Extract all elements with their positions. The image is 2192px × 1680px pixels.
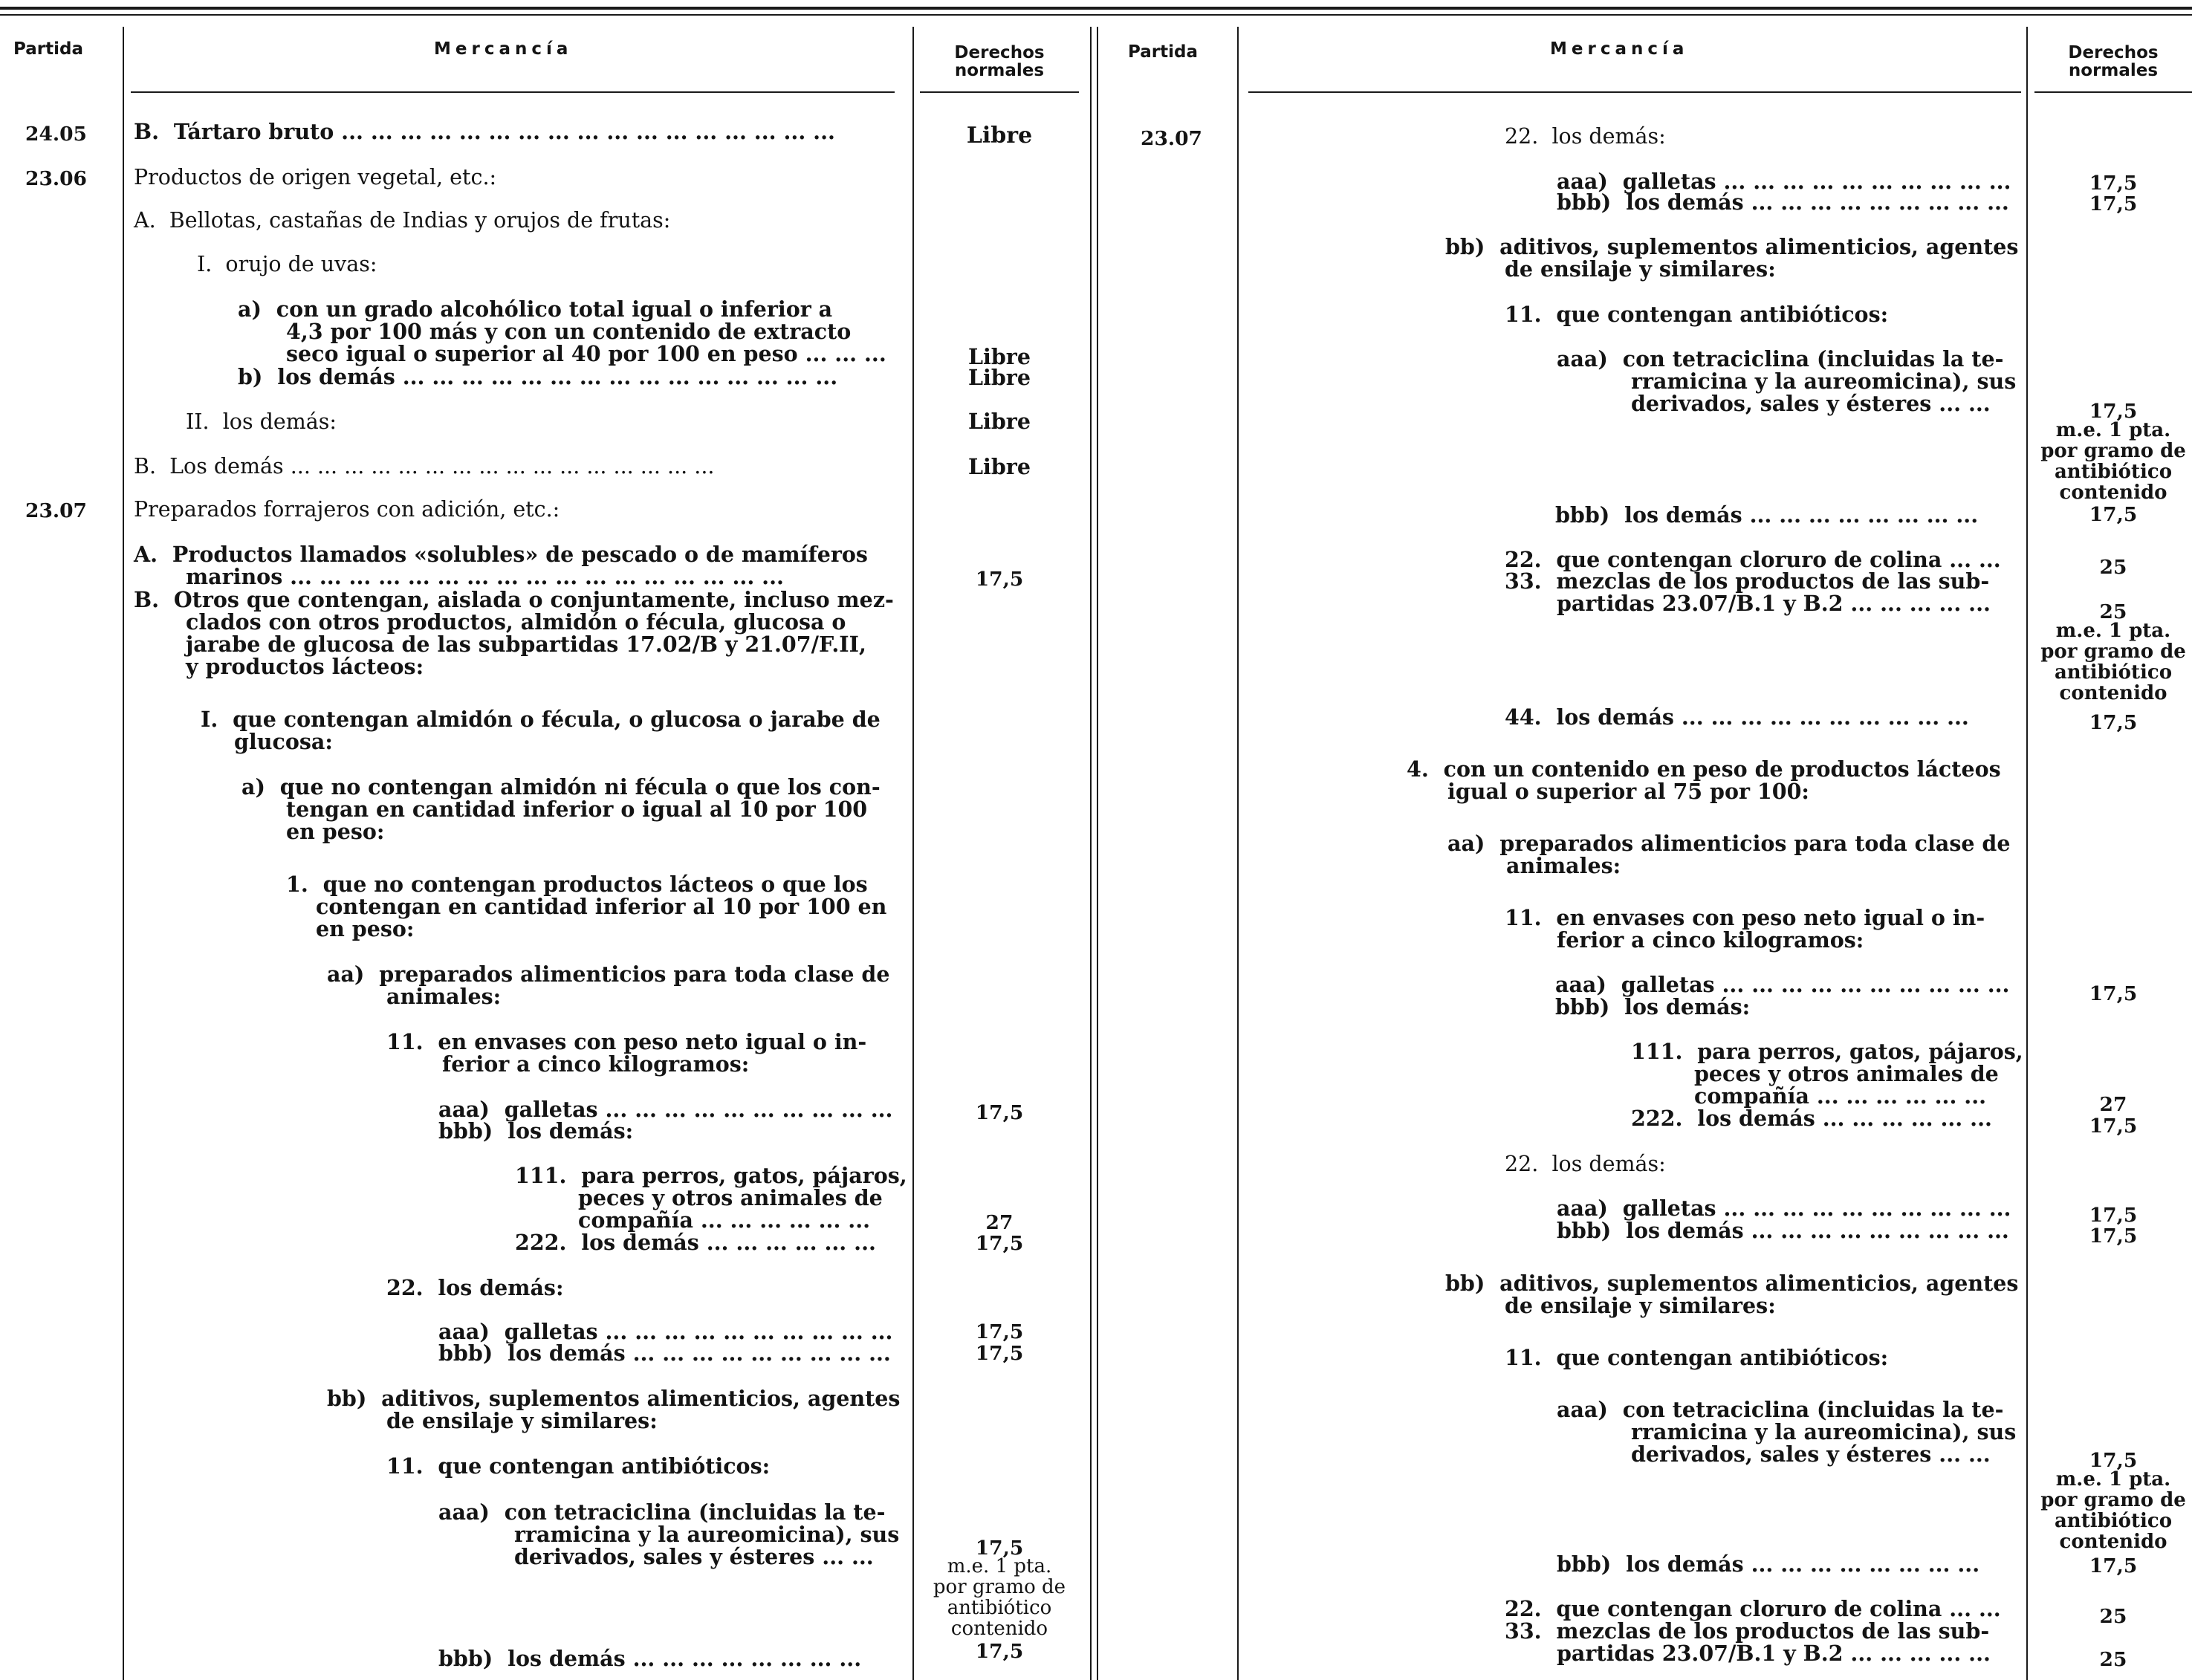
- left-mercancia-underline: [131, 91, 895, 93]
- duty-value: Libre: [968, 454, 1031, 479]
- partida-number: 23.07: [1141, 127, 1202, 150]
- partida-number: 23.06: [25, 167, 87, 190]
- item-line: 11. que contengan antibióticos:: [386, 1453, 771, 1479]
- duty-value: 17,5: [975, 1640, 1024, 1663]
- item-line: y productos lácteos:: [186, 654, 424, 679]
- header-partida-left: Partida: [13, 39, 83, 59]
- duty-value: Libre: [968, 409, 1031, 434]
- item-line: peces y otros animales de: [578, 1185, 883, 1210]
- duty-value: Libre: [968, 344, 1031, 369]
- item-line: 1. que no contengan productos lácteos o que los: [286, 872, 868, 897]
- item-line: aa) preparados alimenticios para toda clase de: [327, 961, 890, 987]
- item-line: aaa) galletas ... ... ... ... ... ... ... ... ... ...: [1557, 1196, 2011, 1221]
- item-line: bbb) los demás ... ... ... ... ... ... ... ...: [438, 1646, 862, 1671]
- item-line: 22. que contengan cloruro de colina ... ...: [1505, 1596, 2001, 1621]
- right-duties-underline: [2034, 91, 2192, 93]
- header-derechos-left: Derechos: [954, 43, 1045, 62]
- item-line: marinos ... ... ... ... ... ... ... ... ... ... ... ... ... ... ... ... ...: [186, 564, 784, 589]
- item-line: 11. que contengan antibióticos:: [1505, 1345, 1889, 1370]
- duty-value: contenido: [2059, 481, 2167, 504]
- duty-value: m.e. 1 pta.: [947, 1555, 1052, 1577]
- duty-value: contenido: [2059, 1531, 2167, 1553]
- item-line: 4. con un contenido en peso de productos lácteos: [1407, 756, 2001, 782]
- duty-value: 17,5: [975, 1232, 1024, 1255]
- item-line: de ensilaje y similares:: [386, 1408, 658, 1433]
- item-line: bb) aditivos, suplementos alimenticios, agentes: [1445, 1271, 2019, 1296]
- item-line: A. Productos llamados «solubles» de pescado o de mamíferos: [134, 542, 868, 567]
- item-line: tengan en cantidad inferior o igual al 10 por 100: [286, 797, 868, 822]
- duty-value: 17,5: [2089, 192, 2138, 215]
- duty-value: 27: [985, 1211, 1014, 1234]
- item-line: aaa) galletas ... ... ... ... ... ... ... ... ... ...: [1557, 169, 2011, 194]
- item-line: B. Otros que contengan, aislada o conjuntamente, incluso mez-: [134, 587, 894, 612]
- item-line: 33. mezclas de los productos de las sub-: [1505, 1618, 1990, 1644]
- duty-value: 17,5: [2089, 1115, 2138, 1138]
- item-line: aaa) con tetraciclina (incluidas la te-: [438, 1499, 886, 1525]
- header-mercancia-right: Mercancía: [1550, 39, 1689, 59]
- item-line: a) que no contengan almidón ni fécula o que los con-: [241, 774, 881, 800]
- top-rule-thick: [0, 7, 2192, 10]
- duty-value: 17,5: [2089, 711, 2138, 734]
- item-line: 22. que contengan cloruro de colina ... ...: [1505, 547, 2001, 572]
- item-line: compañía ... ... ... ... ... ...: [578, 1207, 871, 1233]
- item-line: 111. para perros, gatos, pájaros,: [515, 1163, 907, 1188]
- right-mercancia-underline: [1248, 91, 2021, 93]
- duty-value: por gramo de: [2040, 640, 2186, 663]
- item-line: glucosa:: [234, 729, 333, 754]
- partida-number: 23.07: [25, 499, 87, 522]
- item-line: de ensilaje y similares:: [1505, 1293, 1776, 1318]
- duty-value: 25: [2099, 1605, 2127, 1628]
- duty-value: 17,5: [975, 1101, 1024, 1124]
- item-line: 22. los demás:: [1505, 1152, 1666, 1176]
- header-normales-right: normales: [2068, 61, 2159, 80]
- duty-value: 17,5: [2089, 400, 2138, 423]
- duty-value: 17,5: [2089, 982, 2138, 1005]
- item-line: bbb) los demás:: [1555, 994, 1751, 1019]
- item-line: bb) aditivos, suplementos alimenticios, agentes: [1445, 234, 2019, 259]
- center-divider-a: [1090, 27, 1092, 1680]
- duty-value: antibiótico: [2054, 461, 2173, 483]
- item-line: 22. los demás:: [1505, 124, 1666, 149]
- item-line: aaa) galletas ... ... ... ... ... ... ... ... ... ...: [438, 1319, 893, 1344]
- item-line: 111. para perros, gatos, pájaros,: [1631, 1039, 2023, 1064]
- item-line: bbb) los demás:: [438, 1118, 634, 1144]
- item-line: Productos de origen vegetal, etc.:: [134, 165, 497, 189]
- duty-value: 17,5: [2089, 1204, 2138, 1227]
- duty-value: 17,5: [975, 568, 1024, 591]
- item-line: bbb) los demás ... ... ... ... ... ... ... ... ...: [1557, 1218, 2009, 1243]
- item-line: rramicina y la aureomicina), sus: [1631, 1419, 2017, 1444]
- duty-value: m.e. 1 pta.: [2055, 620, 2171, 642]
- duty-value: contenido: [2059, 682, 2167, 704]
- item-line: peces y otros animales de: [1694, 1061, 1999, 1086]
- item-line: clados con otros productos, almidón o fécula, glucosa o: [186, 609, 846, 635]
- item-line: animales:: [1506, 853, 1621, 878]
- duty-value: contenido: [950, 1618, 1048, 1640]
- duty-value: antibiótico: [947, 1597, 1052, 1619]
- item-line: rramicina y la aureomicina), sus: [514, 1522, 900, 1547]
- duty-value: Libre: [966, 123, 1033, 149]
- duty-value: por gramo de: [2040, 1489, 2186, 1511]
- item-line: bbb) los demás ... ... ... ... ... ... ... ... ...: [438, 1340, 891, 1366]
- duty-value: 17,5: [2089, 172, 2138, 195]
- item-line: aaa) con tetraciclina (incluidas la te-: [1557, 346, 2004, 372]
- duty-value: 17,5: [975, 1320, 1024, 1343]
- item-line: 11. en envases con peso neto igual o in-: [386, 1029, 867, 1054]
- item-line: en peso:: [286, 819, 385, 844]
- duty-value: 17,5: [2089, 1449, 2138, 1472]
- item-line: bbb) los demás ... ... ... ... ... ... ... ...: [1555, 502, 1979, 528]
- header-mercancia-left: Mercancía: [434, 39, 573, 59]
- item-line: 11. que contengan antibióticos:: [1505, 302, 1889, 327]
- duty-value: m.e. 1 pta.: [2055, 419, 2171, 441]
- item-line: bbb) los demás ... ... ... ... ... ... ... ...: [1557, 1551, 1980, 1577]
- item-line: ferior a cinco kilogramos:: [442, 1051, 750, 1077]
- item-line: I. orujo de uvas:: [197, 252, 377, 276]
- item-line: igual o superior al 75 por 100:: [1447, 779, 1809, 804]
- item-line: 11. en envases con peso neto igual o in-: [1505, 905, 1985, 930]
- duty-value: por gramo de: [933, 1576, 1066, 1598]
- item-line: 222. los demás ... ... ... ... ... ...: [1631, 1106, 1992, 1131]
- duty-value: 27: [2099, 1093, 2127, 1116]
- partida-number: 24.05: [25, 123, 87, 146]
- item-line: 22. los demás:: [386, 1275, 564, 1300]
- item-line: I. que contengan almidón o fécula, o glucosa o jarabe de: [201, 707, 881, 732]
- item-line: 4,3 por 100 más y con un contenido de extracto: [286, 319, 852, 344]
- item-line: derivados, sales y ésteres ... ...: [514, 1544, 874, 1569]
- duty-value: 17,5: [975, 1342, 1024, 1365]
- right-duties-divider: [2026, 27, 2028, 1680]
- item-line: bb) aditivos, suplementos alimenticios, agentes: [327, 1386, 901, 1411]
- item-line: seco igual o superior al 40 por 100 en peso ... ... ...: [286, 341, 886, 366]
- duty-value: 25: [2099, 600, 2127, 623]
- duty-value: 17,5: [2089, 503, 2138, 526]
- left-duties-underline: [920, 91, 1079, 93]
- item-line: Preparados forrajeros con adición, etc.:: [134, 497, 560, 522]
- left-duties-divider: [912, 27, 914, 1680]
- duty-value: 25: [2099, 1648, 2127, 1671]
- item-line: en peso:: [316, 916, 415, 941]
- duty-value: antibiótico: [2054, 1510, 2173, 1532]
- header-derechos-right: Derechos: [2068, 43, 2159, 62]
- item-line: rramicina y la aureomicina), sus: [1631, 369, 2017, 394]
- item-line: aaa) galletas ... ... ... ... ... ... ... ... ... ...: [438, 1097, 893, 1122]
- header-normales-left: normales: [954, 61, 1045, 80]
- item-line: 222. los demás ... ... ... ... ... ...: [515, 1230, 876, 1255]
- item-line: B. Los demás ... ... ... ... ... ... ... ... ... ... ... ... ... ... ... ...: [134, 454, 715, 479]
- item-line: b) los demás ... ... ... ... ... ... ... ... ... ... ... ... ... ... ...: [238, 364, 838, 389]
- header-partida-right: Partida: [1128, 42, 1198, 62]
- item-line: aaa) galletas ... ... ... ... ... ... ... ... ... ...: [1555, 972, 2010, 997]
- item-line: derivados, sales y ésteres ... ...: [1631, 1441, 1991, 1467]
- item-line: animales:: [386, 984, 502, 1009]
- top-rule-thin: [0, 14, 2192, 16]
- item-line: a) con un grado alcohólico total igual o inferior a: [238, 296, 833, 322]
- item-line: ferior a cinco kilogramos:: [1557, 927, 1864, 953]
- duty-value: antibiótico: [2054, 661, 2173, 684]
- item-line: contengan en cantidad inferior al 10 por 100 en: [316, 894, 887, 919]
- item-line: compañía ... ... ... ... ... ...: [1694, 1083, 1987, 1109]
- duty-value: 25: [2099, 556, 2127, 579]
- item-line: derivados, sales y ésteres ... ...: [1631, 391, 1991, 416]
- item-line: 44. los demás ... ... ... ... ... ... ... ... ... ...: [1505, 704, 1969, 730]
- duty-value: 17,5: [975, 1537, 1024, 1560]
- item-line: bbb) los demás ... ... ... ... ... ... ... ... ...: [1557, 189, 2009, 215]
- item-line: 33. mezclas de los productos de las sub-: [1505, 568, 1990, 594]
- item-line: A. Bellotas, castañas de Indias y orujos de frutas:: [134, 208, 671, 233]
- left-partida-divider: [123, 27, 124, 1680]
- item-line: aa) preparados alimenticios para toda clase de: [1447, 831, 2011, 856]
- item-line: partidas 23.07/B.1 y B.2 ... ... ... ... ...: [1557, 591, 1991, 616]
- center-divider-b: [1097, 27, 1098, 1680]
- duty-value: Libre: [968, 365, 1031, 390]
- duty-value: 17,5: [2089, 1554, 2138, 1577]
- item-line: aaa) con tetraciclina (incluidas la te-: [1557, 1397, 2004, 1422]
- duty-value: por gramo de: [2040, 440, 2186, 462]
- duty-value: 17,5: [2089, 1225, 2138, 1248]
- duty-value: m.e. 1 pta.: [2055, 1468, 2171, 1491]
- item-line: II. los demás:: [186, 409, 337, 434]
- item-line: jarabe de glucosa de las subpartidas 17.02/B y 21.07/F.II,: [186, 632, 866, 657]
- item-line: de ensilaje y similares:: [1505, 256, 1776, 282]
- item-line: B. Tártaro bruto ... ... ... ... ... ... ... ... ... ... ... ... ... ... ... ... ...: [134, 119, 835, 144]
- right-partida-divider: [1237, 27, 1239, 1680]
- item-line: partidas 23.07/B.1 y B.2 ... ... ... ... ...: [1557, 1641, 1991, 1666]
